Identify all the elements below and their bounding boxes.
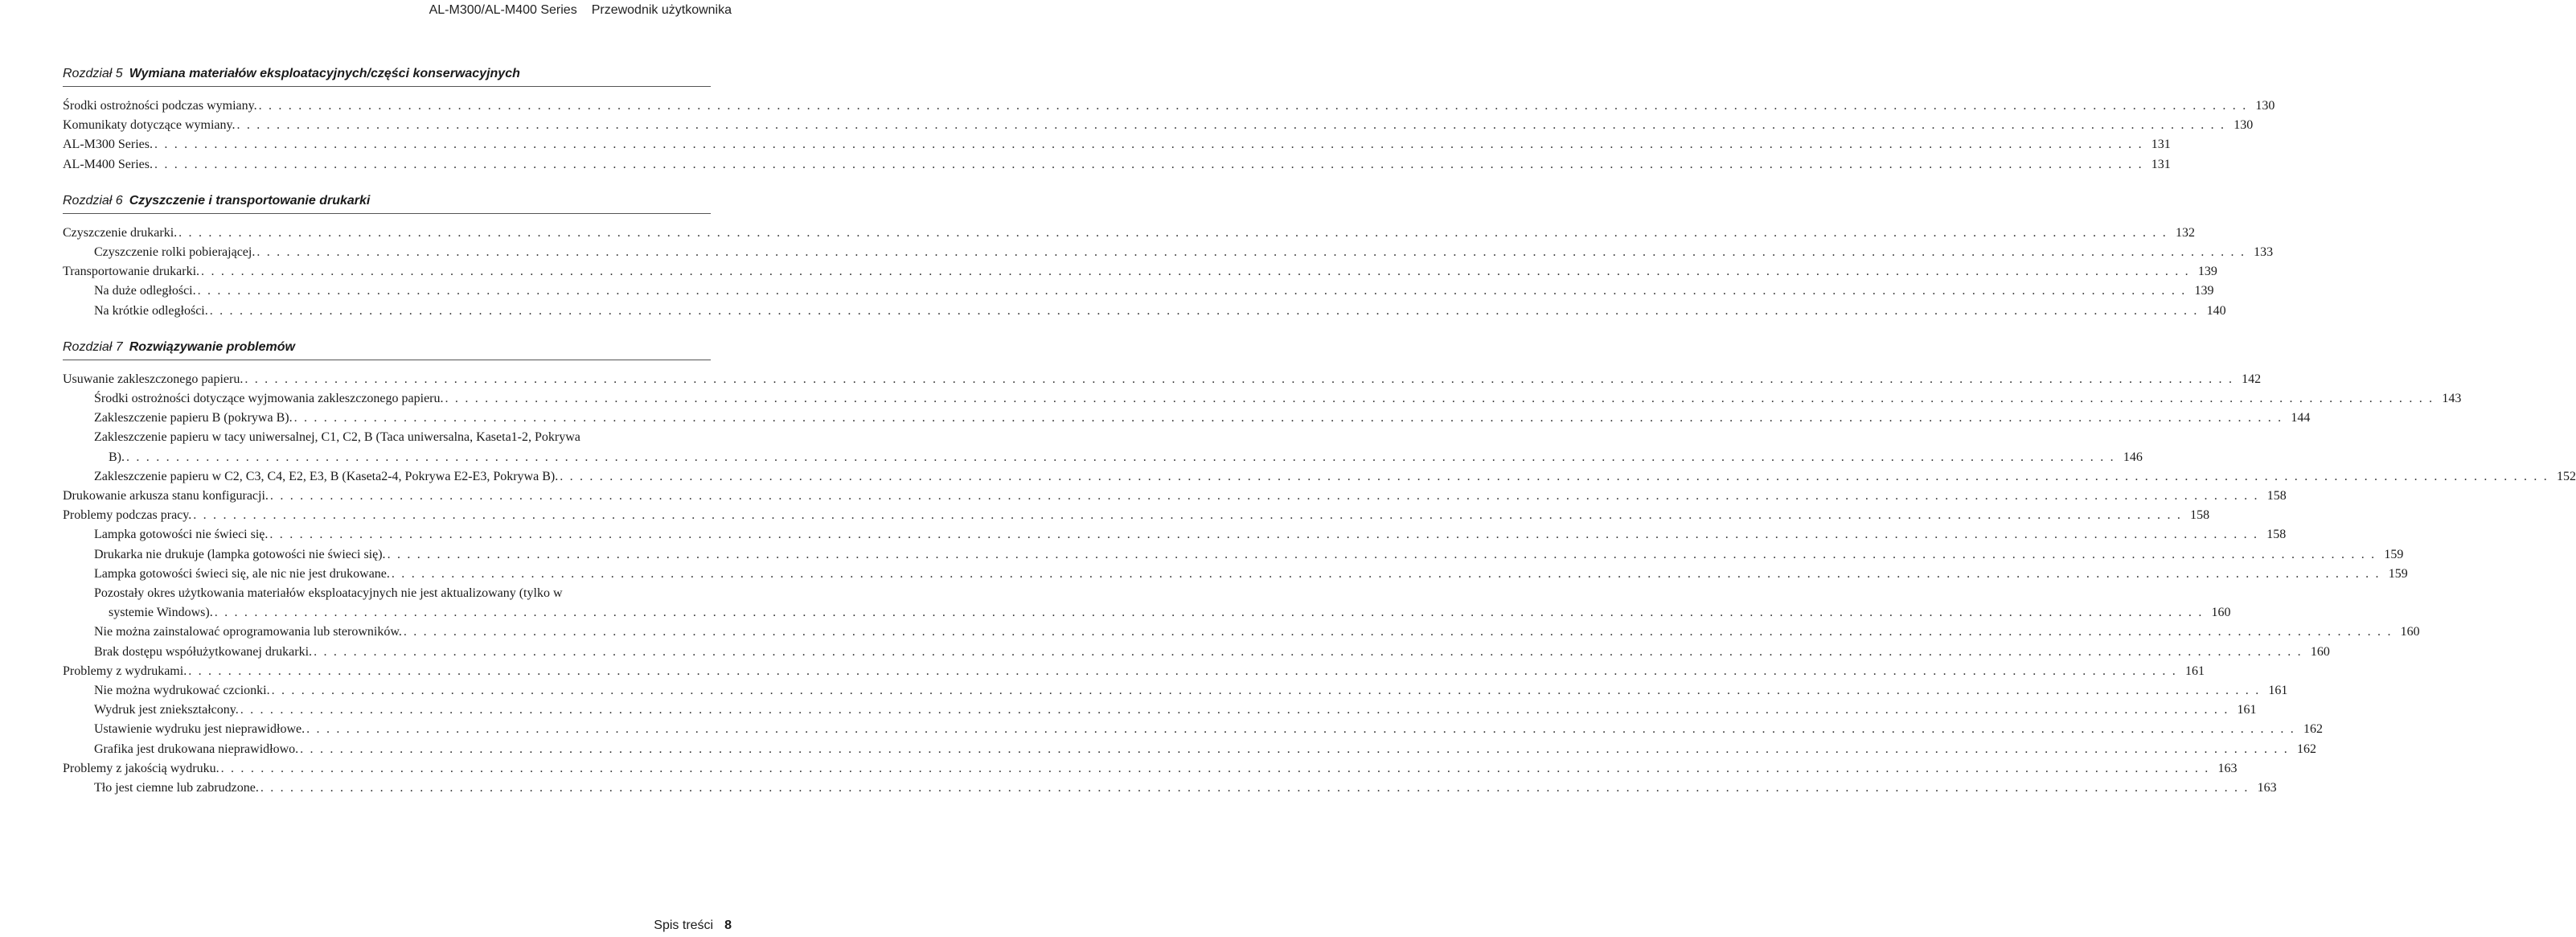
entry-title: systemie Windows). xyxy=(109,606,213,620)
entry-title: Zakleszczenie papieru B (pokrywa B). xyxy=(94,411,293,425)
entry-page-number: 139 xyxy=(2197,265,2217,279)
toc-subentry[interactable] xyxy=(63,525,2287,545)
chapter-title[interactable] xyxy=(63,193,711,214)
dot-leader: . . . . . . . . . . . . . . . . . . . . . . . . . . . . . . . . . . . . . . . . . . . . . . . . . . . . . . . . . . . . . . . . . . . . . . . . . . . . . . . . . . . . . . . . . . . . . . . . . . . . . . . . . . . . . . . . . . . . . . . . . . . . . . . . . . . . . . . . . . . . . . . . . . . . . . . . . . . . . . . . . . . . . . . . . . . . . . . . . . . . . . . . . . . . . . . . . . . . . . . . xyxy=(260,781,2250,795)
entry-title: Tło jest ciemne lub zabrudzone. xyxy=(94,781,259,795)
dot-leader: . . . . . . . . . . . . . . . . . . . . . . . . . . . . . . . . . . . . . . . . . . . . . . . . . . . . . . . . . . . . . . . . . . . . . . . . . . . . . . . . . . . . . . . . . . . . . . . . . . . . . . . . . . . . . . . . . . . . . . . . . . . . . . . . . . . . . . . . . . . . . . . . . . . . . . . . . . . . . . . . . . . . . . . . . . . . . . . . . . . . . . . . . . . . . . . . . . . . . . . . xyxy=(209,303,2199,318)
entry-title: Na krótkie odległości. xyxy=(94,303,208,318)
chapter-name: Rozwiązywanie problemów xyxy=(129,339,295,354)
dot-leader: . . . . . . . . . . . . . . . . . . . . . . . . . . . . . . . . . . . . . . . . . . . . . . . . . . . . . . . . . . . . . . . . . . . . . . . . . . . . . . . . . . . . . . . . . . . . . . . . . . . . . . . . . . . . . . . . . . . . . . . . . . . . . . . . . . . . . . . . . . . . . . . . . . . . . . . . . . . . . . . . . . . . . . . . . . . . . . . . . . . . . . . . . . . . . . . . . . . . . . . . xyxy=(269,528,2259,542)
entry-page-number: 161 xyxy=(2237,703,2257,717)
entry-title: Pozostały okres użytkowania materiałów eksploatacyjnych nie jest aktualizowany (tylko w xyxy=(94,586,563,601)
toc-subentry[interactable] xyxy=(63,302,2226,321)
entry-title: Problemy z wydrukami. xyxy=(63,664,187,678)
dot-leader: . . . . . . . . . . . . . . . . . . . . . . . . . . . . . . . . . . . . . . . . . . . . . . . . . . . . . . . . . . . . . . . . . . . . . . . . . . . . . . . . . . . . . . . . . . . . . . . . . . . . . . . . . . . . . . . . . . . . . . . . . . . . . . . . . . . . . . . . . . . . . . . . . . . . . . . . . . . . . . . . . . . . . . . . . . . . . . . . . . . . . . . . . . . . . . . . . . . . . . . . xyxy=(271,684,2261,698)
entry-title: Na duże odległości. xyxy=(94,284,196,298)
chapter-section xyxy=(63,339,2576,798)
guide-title: Przewodnik użytkownika xyxy=(591,3,732,17)
dot-leader: . . . . . . . . . . . . . . . . . . . . . . . . . . . . . . . . . . . . . . . . . . . . . . . . . . . . . . . . . . . . . . . . . . . . . . . . . . . . . . . . . . . . . . . . . . . . . . . . . . . . . . . . . . . . . . . . . . . . . . . . . . . . . . . . . . . . . . . . . . . . . . . . . . . . . . . . . . . . . . . . . . . . . . . . . . . . . . . . . . . . . . . . . . . . . . . . . . . . . . . . xyxy=(154,138,2143,152)
dot-leader: . . . . . . . . . . . . . . . . . . . . . . . . . . . . . . . . . . . . . . . . . . . . . . . . . . . . . . . . . . . . . . . . . . . . . . . . . . . . . . . . . . . . . . . . . . . . . . . . . . . . . . . . . . . . . . . . . . . . . . . . . . . . . . . . . . . . . . . . . . . . . . . . . . . . . . . . . . . . . . . . . . . . . . . . . . . . . . . . . . . . . . . . . . . . . . . . . . . . . . . . xyxy=(445,392,2434,406)
table-of-contents xyxy=(63,66,2576,816)
toc-subentry[interactable] xyxy=(63,243,2274,262)
dot-leader: . . . . . . . . . . . . . . . . . . . . . . . . . . . . . . . . . . . . . . . . . . . . . . . . . . . . . . . . . . . . . . . . . . . . . . . . . . . . . . . . . . . . . . . . . . . . . . . . . . . . . . . . . . . . . . . . . . . . . . . . . . . . . . . . . . . . . . . . . . . . . . . . . . . . . . . . . . . . . . . . . . . . . . . . . . . . . . . . . . . . . . . . . . . . . . . . . . . . . . . . xyxy=(240,703,2229,717)
dot-leader: . . . . . . . . . . . . . . . . . . . . . . . . . . . . . . . . . . . . . . . . . . . . . . . . . . . . . . . . . . . . . . . . . . . . . . . . . . . . . . . . . . . . . . . . . . . . . . . . . . . . . . . . . . . . . . . . . . . . . . . . . . . . . . . . . . . . . . . . . . . . . . . . . . . . . . . . . . . . . . . . . . . . . . . . . . . . . . . . . . . . . . . . . . . . . . . . . . . . . . . . xyxy=(391,566,2381,581)
dot-leader: . . . . . . . . . . . . . . . . . . . . . . . . . . . . . . . . . . . . . . . . . . . . . . . . . . . . . . . . . . . . . . . . . . . . . . . . . . . . . . . . . . . . . . . . . . . . . . . . . . . . . . . . . . . . . . . . . . . . . . . . . . . . . . . . . . . . . . . . . . . . . . . . . . . . . . . . . . . . . . . . . . . . . . . . . . . . . . . . . . . . . . . . . . . . . . . . . . . . . . . . xyxy=(258,99,2248,113)
dot-leader: . . . . . . . . . . . . . . . . . . . . . . . . . . . . . . . . . . . . . . . . . . . . . . . . . . . . . . . . . . . . . . . . . . . . . . . . . . . . . . . . . . . . . . . . . . . . . . . . . . . . . . . . . . . . . . . . . . . . . . . . . . . . . . . . . . . . . . . . . . . . . . . . . . . . . . . . . . . . . . . . . . . . . . . . . . . . . . . . . . . . . . . . . . . . . . . . . . . . . . . . xyxy=(560,469,2549,483)
entry-title: Czyszczenie drukarki. xyxy=(63,225,178,240)
entry-page-number: 140 xyxy=(2206,303,2226,318)
entry-page-number: 158 xyxy=(2266,489,2287,503)
entry-title: Zakleszczenie papieru w C2, C3, C4, E2, E3, B (Kaseta2-4, Pokrywa E2-E3, Pokrywa B). xyxy=(94,469,559,483)
toc-subentry[interactable] xyxy=(63,740,2316,759)
entry-page-number: 159 xyxy=(2388,566,2408,581)
entry-page-number: 160 xyxy=(2211,606,2231,620)
entry-title: Komunikaty dotyczące wymiany. xyxy=(63,118,236,133)
entry-page-number: 139 xyxy=(2194,284,2214,298)
entry-page-number: 144 xyxy=(2291,411,2311,425)
chapter-number: Rozdział 7 xyxy=(63,339,123,354)
entry-title-continuation xyxy=(94,448,2143,467)
toc-entry[interactable] xyxy=(63,487,2287,506)
entry-page-number: 163 xyxy=(2257,781,2277,795)
toc-subentry[interactable] xyxy=(63,389,2462,409)
toc-entry[interactable] xyxy=(63,759,2238,779)
toc-subentry[interactable] xyxy=(63,720,2323,739)
chapter-number: Rozdział 5 xyxy=(63,67,123,80)
entry-title: Problemy podczas pracy. xyxy=(63,508,192,523)
dot-leader: . . . . . . . . . . . . . . . . . . . . . . . . . . . . . . . . . . . . . . . . . . . . . . . . . . . . . . . . . . . . . . . . . . . . . . . . . . . . . . . . . . . . . . . . . . . . . . . . . . . . . . . . . . . . . . . . . . . . . . . . . . . . . . . . . . . . . . . . . . . . . . . . . . . . . . . . . . . . . . . . . . . . . . . . . . . . . . . . . . . . . . . . . . . . . . . . . . . . . . . . xyxy=(178,225,2168,240)
entry-page-number: 162 xyxy=(2296,742,2316,756)
footer-label: Spis treści xyxy=(654,919,714,932)
entry-title-continuation xyxy=(94,603,2231,623)
toc-subentry[interactable] xyxy=(63,701,2257,720)
entry-title: Czyszczenie rolki pobierającej. xyxy=(94,245,256,260)
dot-leader: . . . . . . . . . . . . . . . . . . . . . . . . . . . . . . . . . . . . . . . . . . . . . . . . . . . . . . . . . . . . . . . . . . . . . . . . . . . . . . . . . . . . . . . . . . . . . . . . . . . . . . . . . . . . . . . . . . . . . . . . . . . . . . . . . . . . . . . . . . . . . . . . . . . . . . . . . . . . . . . . . . . . . . . . . . . . . . . . . . . . . . . . . . . . . . . . . . . . . . . . xyxy=(201,265,2190,279)
entry-title: Brak dostępu współużytkowanej drukarki. xyxy=(94,644,313,659)
entry-page-number: 158 xyxy=(2266,528,2287,542)
entry-title-line xyxy=(94,428,711,447)
page-header xyxy=(429,0,732,21)
entry-page-number: 162 xyxy=(2303,722,2323,737)
toc-subentry[interactable] xyxy=(63,409,2311,428)
entry-title: Nie można zainstalować oprogramowania lub sterowników. xyxy=(94,625,402,639)
entry-page-number: 142 xyxy=(2242,372,2262,386)
entry-page-number: 130 xyxy=(2255,99,2275,113)
dot-leader: . . . . . . . . . . . . . . . . . . . . . . . . . . . . . . . . . . . . . . . . . . . . . . . . . . . . . . . . . . . . . . . . . . . . . . . . . . . . . . . . . . . . . . . . . . . . . . . . . . . . . . . . . . . . . . . . . . . . . . . . . . . . . . . . . . . . . . . . . . . . . . . . . . . . . . . . . . . . . . . . . . . . . . . . . . . . . . . . . . . . . . . . . . . . . . . . . . . . . . . . xyxy=(244,372,2234,386)
entry-title: Lampka gotowości świeci się, ale nic nie jest drukowane. xyxy=(94,566,390,581)
entry-title: AL-M400 Series. xyxy=(63,157,153,171)
toc-subentry[interactable] xyxy=(63,467,2576,487)
toc-subentry[interactable] xyxy=(63,623,2420,642)
toc-entry[interactable] xyxy=(63,506,2210,525)
dot-leader: . . . . . . . . . . . . . . . . . . . . . . . . . . . . . . . . . . . . . . . . . . . . . . . . . . . . . . . . . . . . . . . . . . . . . . . . . . . . . . . . . . . . . . . . . . . . . . . . . . . . . . . . . . . . . . . . . . . . . . . . . . . . . . . . . . . . . . . . . . . . . . . . . . . . . . . . . . . . . . . . . . . . . . . . . . . . . . . . . . . . . . . . . . . . . . . . . . . . . . . . xyxy=(300,742,2289,756)
entry-page-number: 159 xyxy=(2384,547,2404,561)
chapter-name: Czyszczenie i transportowanie drukarki xyxy=(129,193,371,208)
entry-page-number: 160 xyxy=(2400,625,2420,639)
entry-page-number: 160 xyxy=(2310,644,2330,659)
entry-title: AL-M300 Series. xyxy=(63,138,153,152)
page-footer xyxy=(654,919,732,933)
entry-title: Problemy z jakością wydruku. xyxy=(63,761,219,775)
toc-subentry[interactable] xyxy=(63,779,2277,798)
dot-leader: . . . . . . . . . . . . . . . . . . . . . . . . . . . . . . . . . . . . . . . . . . . . . . . . . . . . . . . . . . . . . . . . . . . . . . . . . . . . . . . . . . . . . . . . . . . . . . . . . . . . . . . . . . . . . . . . . . . . . . . . . . . . . . . . . . . . . . . . . . . . . . . . . . . . . . . . . . . . . . . . . . . . . . . . . . . . . . . . . . . . . . . . . . . . . . . . . . . . . . . . xyxy=(214,606,2204,620)
toc-subentry[interactable] xyxy=(63,584,2231,623)
entry-page-number: 152 xyxy=(2557,469,2576,483)
dot-leader: . . . . . . . . . . . . . . . . . . . . . . . . . . . . . . . . . . . . . . . . . . . . . . . . . . . . . . . . . . . . . . . . . . . . . . . . . . . . . . . . . . . . . . . . . . . . . . . . . . . . . . . . . . . . . . . . . . . . . . . . . . . . . . . . . . . . . . . . . . . . . . . . . . . . . . . . . . . . . . . . . . . . . . . . . . . . . . . . . . . . . . . . . . . . . . . . . . . . . . . . xyxy=(188,664,2178,678)
chapter-name: Wymiana materiałów eksploatacyjnych/części konserwacyjnych xyxy=(129,67,520,80)
product-name: AL-M300/AL-M400 Series xyxy=(429,3,577,17)
entry-title: Drukarka nie drukuje (lampka gotowości nie świeci się). xyxy=(94,547,386,561)
page-number: 8 xyxy=(724,919,732,932)
entry-title: Drukowanie arkusza stanu konfiguracji. xyxy=(63,489,269,503)
entry-page-number: 130 xyxy=(2233,118,2254,133)
entry-page-number: 163 xyxy=(2217,761,2238,775)
entry-title-line xyxy=(94,584,711,603)
chapter-title[interactable] xyxy=(63,339,711,360)
dot-leader: . . . . . . . . . . . . . . . . . . . . . . . . . . . . . . . . . . . . . . . . . . . . . . . . . . . . . . . . . . . . . . . . . . . . . . . . . . . . . . . . . . . . . . . . . . . . . . . . . . . . . . . . . . . . . . . . . . . . . . . . . . . . . . . . . . . . . . . . . . . . . . . . . . . . . . . . . . . . . . . . . . . . . . . . . . . . . . . . . . . . . . . . . . . . . . . . . . . . . . . . xyxy=(387,547,2377,561)
toc-entry[interactable] xyxy=(63,97,2275,116)
entry-title: Wydruk jest zniekształcony. xyxy=(94,703,239,717)
entry-page-number: 133 xyxy=(2254,245,2274,260)
toc-subentry[interactable] xyxy=(63,545,2404,565)
entry-page-number: 143 xyxy=(2442,392,2462,406)
toc-entry[interactable] xyxy=(63,116,2254,135)
entry-page-number: 132 xyxy=(2175,225,2195,240)
dot-leader: . . . . . . . . . . . . . . . . . . . . . . . . . . . . . . . . . . . . . . . . . . . . . . . . . . . . . . . . . . . . . . . . . . . . . . . . . . . . . . . . . . . . . . . . . . . . . . . . . . . . . . . . . . . . . . . . . . . . . . . . . . . . . . . . . . . . . . . . . . . . . . . . . . . . . . . . . . . . . . . . . . . . . . . . . . . . . . . . . . . . . . . . . . . . . . . . . . . . . . . . xyxy=(293,411,2283,425)
entry-title: B). xyxy=(109,450,125,464)
entry-title: Środki ostrożności dotyczące wyjmowania zakleszczonego papieru. xyxy=(94,392,444,406)
toc-entry[interactable] xyxy=(63,224,2195,243)
entry-page-number: 131 xyxy=(2151,138,2171,152)
dot-leader: . . . . . . . . . . . . . . . . . . . . . . . . . . . . . . . . . . . . . . . . . . . . . . . . . . . . . . . . . . . . . . . . . . . . . . . . . . . . . . . . . . . . . . . . . . . . . . . . . . . . . . . . . . . . . . . . . . . . . . . . . . . . . . . . . . . . . . . . . . . . . . . . . . . . . . . . . . . . . . . . . . . . . . . . . . . . . . . . . . . . . . . . . . . . . . . . . . . . . . . . xyxy=(236,118,2226,133)
entry-page-number: 146 xyxy=(2123,450,2143,464)
entry-page-number: 161 xyxy=(2185,664,2205,678)
dot-leader: . . . . . . . . . . . . . . . . . . . . . . . . . . . . . . . . . . . . . . . . . . . . . . . . . . . . . . . . . . . . . . . . . . . . . . . . . . . . . . . . . . . . . . . . . . . . . . . . . . . . . . . . . . . . . . . . . . . . . . . . . . . . . . . . . . . . . . . . . . . . . . . . . . . . . . . . . . . . . . . . . . . . . . . . . . . . . . . . . . . . . . . . . . . . . . . . . . . . . . . . xyxy=(197,284,2187,298)
toc-entry[interactable] xyxy=(63,662,2205,681)
entry-title: Grafika jest drukowana nieprawidłowo. xyxy=(94,742,299,756)
dot-leader: . . . . . . . . . . . . . . . . . . . . . . . . . . . . . . . . . . . . . . . . . . . . . . . . . . . . . . . . . . . . . . . . . . . . . . . . . . . . . . . . . . . . . . . . . . . . . . . . . . . . . . . . . . . . . . . . . . . . . . . . . . . . . . . . . . . . . . . . . . . . . . . . . . . . . . . . . . . . . . . . . . . . . . . . . . . . . . . . . . . . . . . . . . . . . . . . . . . . . . . . xyxy=(256,245,2246,260)
toc-entry[interactable] xyxy=(63,135,2171,154)
dot-leader: . . . . . . . . . . . . . . . . . . . . . . . . . . . . . . . . . . . . . . . . . . . . . . . . . . . . . . . . . . . . . . . . . . . . . . . . . . . . . . . . . . . . . . . . . . . . . . . . . . . . . . . . . . . . . . . . . . . . . . . . . . . . . . . . . . . . . . . . . . . . . . . . . . . . . . . . . . . . . . . . . . . . . . . . . . . . . . . . . . . . . . . . . . . . . . . . . . . . . . . . xyxy=(193,508,2183,523)
entry-title: Zakleszczenie papieru w tacy uniwersalnej, C1, C2, B (Taca uniwersalna, Kaseta1-2, Pokrywa xyxy=(94,430,580,445)
chapter-section xyxy=(63,66,2275,175)
dot-leader: . . . . . . . . . . . . . . . . . . . . . . . . . . . . . . . . . . . . . . . . . . . . . . . . . . . . . . . . . . . . . . . . . . . . . . . . . . . . . . . . . . . . . . . . . . . . . . . . . . . . . . . . . . . . . . . . . . . . . . . . . . . . . . . . . . . . . . . . . . . . . . . . . . . . . . . . . . . . . . . . . . . . . . . . . . . . . . . . . . . . . . . . . . . . . . . . . . . . . . . . xyxy=(306,722,2295,737)
dot-leader: . . . . . . . . . . . . . . . . . . . . . . . . . . . . . . . . . . . . . . . . . . . . . . . . . . . . . . . . . . . . . . . . . . . . . . . . . . . . . . . . . . . . . . . . . . . . . . . . . . . . . . . . . . . . . . . . . . . . . . . . . . . . . . . . . . . . . . . . . . . . . . . . . . . . . . . . . . . . . . . . . . . . . . . . . . . . . . . . . . . . . . . . . . . . . . . . . . . . . . . . xyxy=(314,644,2303,659)
dot-leader: . . . . . . . . . . . . . . . . . . . . . . . . . . . . . . . . . . . . . . . . . . . . . . . . . . . . . . . . . . . . . . . . . . . . . . . . . . . . . . . . . . . . . . . . . . . . . . . . . . . . . . . . . . . . . . . . . . . . . . . . . . . . . . . . . . . . . . . . . . . . . . . . . . . . . . . . . . . . . . . . . . . . . . . . . . . . . . . . . . . . . . . . . . . . . . . . . . . . . . . . xyxy=(269,489,2259,503)
toc-subentry[interactable] xyxy=(63,282,2214,301)
entry-title: Nie można wydrukować czcionki. xyxy=(94,684,270,698)
dot-leader: . . . . . . . . . . . . . . . . . . . . . . . . . . . . . . . . . . . . . . . . . . . . . . . . . . . . . . . . . . . . . . . . . . . . . . . . . . . . . . . . . . . . . . . . . . . . . . . . . . . . . . . . . . . . . . . . . . . . . . . . . . . . . . . . . . . . . . . . . . . . . . . . . . . . . . . . . . . . . . . . . . . . . . . . . . . . . . . . . . . . . . . . . . . . . . . . . . . . . . . . xyxy=(220,761,2210,775)
toc-subentry[interactable] xyxy=(63,643,2330,662)
chapter-number: Rozdział 6 xyxy=(63,193,123,208)
chapter-section xyxy=(63,193,2274,321)
dot-leader: . . . . . . . . . . . . . . . . . . . . . . . . . . . . . . . . . . . . . . . . . . . . . . . . . . . . . . . . . . . . . . . . . . . . . . . . . . . . . . . . . . . . . . . . . . . . . . . . . . . . . . . . . . . . . . . . . . . . . . . . . . . . . . . . . . . . . . . . . . . . . . . . . . . . . . . . . . . . . . . . . . . . . . . . . . . . . . . . . . . . . . . . . . . . . . . . . . . . . . . . xyxy=(126,450,2115,464)
entry-title: Usuwanie zakleszczonego papieru. xyxy=(63,372,244,386)
dot-leader: . . . . . . . . . . . . . . . . . . . . . . . . . . . . . . . . . . . . . . . . . . . . . . . . . . . . . . . . . . . . . . . . . . . . . . . . . . . . . . . . . . . . . . . . . . . . . . . . . . . . . . . . . . . . . . . . . . . . . . . . . . . . . . . . . . . . . . . . . . . . . . . . . . . . . . . . . . . . . . . . . . . . . . . . . . . . . . . . . . . . . . . . . . . . . . . . . . . . . . . . xyxy=(154,157,2143,171)
toc-entry[interactable] xyxy=(63,262,2217,282)
toc-subentry[interactable] xyxy=(63,681,2288,701)
entry-title: Ustawienie wydruku jest nieprawidłowe. xyxy=(94,722,306,737)
entry-page-number: 158 xyxy=(2190,508,2210,523)
entry-page-number: 131 xyxy=(2151,157,2171,171)
entry-title: Środki ostrożności podczas wymiany. xyxy=(63,99,257,113)
dot-leader: . . . . . . . . . . . . . . . . . . . . . . . . . . . . . . . . . . . . . . . . . . . . . . . . . . . . . . . . . . . . . . . . . . . . . . . . . . . . . . . . . . . . . . . . . . . . . . . . . . . . . . . . . . . . . . . . . . . . . . . . . . . . . . . . . . . . . . . . . . . . . . . . . . . . . . . . . . . . . . . . . . . . . . . . . . . . . . . . . . . . . . . . . . . . . . . . . . . . . . . . xyxy=(403,625,2393,639)
toc-subentry[interactable] xyxy=(63,565,2408,584)
entry-page-number: 161 xyxy=(2268,684,2288,698)
toc-entry[interactable] xyxy=(63,370,2262,389)
entry-title: Lampka gotowości nie świeci się. xyxy=(94,528,269,542)
toc-entry[interactable] xyxy=(63,155,2171,175)
chapter-title[interactable] xyxy=(63,66,711,87)
entry-title: Transportowanie drukarki. xyxy=(63,265,200,279)
toc-subentry[interactable] xyxy=(63,428,2143,466)
